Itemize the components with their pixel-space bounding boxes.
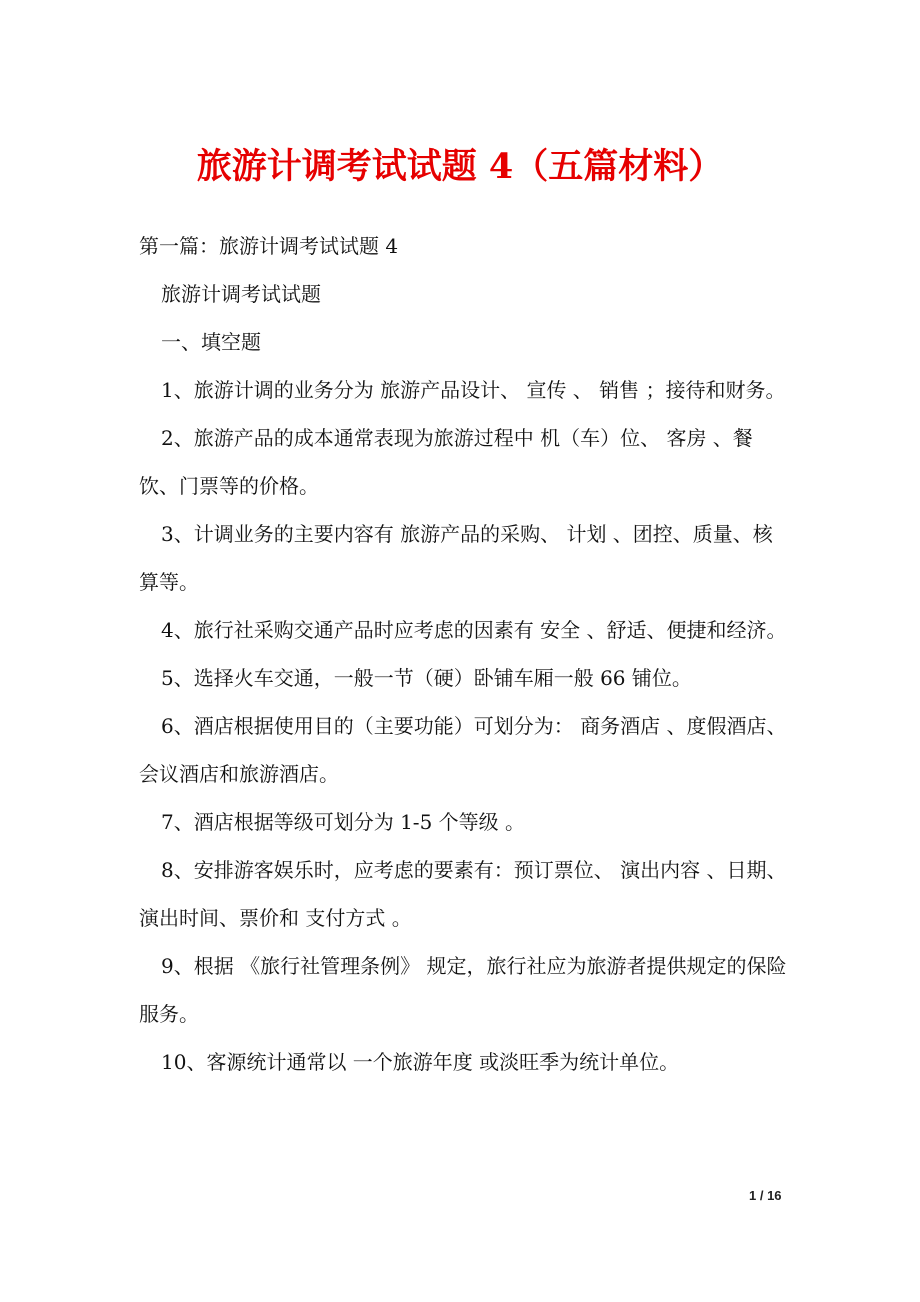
document-title: 旅游计调考试试题 4（五篇材料） — [196, 146, 724, 187]
question-item: 8、安排游客娱乐时，应考虑的要素有：预订票位、 演出内容 、日期、演出时间、票价和 支付方式 。 — [139, 858, 787, 930]
question-item: 6、酒店根据使用目的（主要功能）可划分为： 商务酒店 、度假酒店、会议酒店和旅游酒店。 — [139, 714, 787, 786]
question-item: 2、旅游产品的成本通常表现为旅游过程中 机（车）位、 客房 、餐饮、门票等的价格。 — [139, 426, 753, 498]
document-body — [139, 222, 789, 1086]
question-item: 7、酒店根据等级可划分为 1-5 个等级 。 — [161, 810, 526, 834]
page-number: 1 / 16 — [749, 1188, 782, 1203]
question-item: 10、客源统计通常以 一个旅游年度 或淡旺季为统计单位。 — [161, 1050, 680, 1074]
part-heading: 一、填空题 — [161, 330, 261, 354]
question-item: 5、选择火车交通，一般一节（硬）卧铺车厢一般 66 铺位。 — [161, 666, 692, 690]
question-item: 3、计调业务的主要内容有 旅游产品的采购、 计划 、团控、质量、核算等。 — [139, 522, 773, 594]
question-item: 4、旅行社采购交通产品时应考虑的因素有 安全 、舒适、便捷和经济。 — [161, 618, 787, 642]
question-item: 9、根据 《旅行社管理条例》 规定，旅行社应为旅游者提供规定的保险服务。 — [139, 954, 787, 1026]
section-heading: 第一篇：旅游计调考试试题 4 — [139, 234, 399, 258]
subtitle: 旅游计调考试试题 — [161, 282, 321, 306]
question-item: 1、旅游计调的业务分为 旅游产品设计、 宣传 、 销售 ；接待和财务。 — [161, 378, 786, 402]
